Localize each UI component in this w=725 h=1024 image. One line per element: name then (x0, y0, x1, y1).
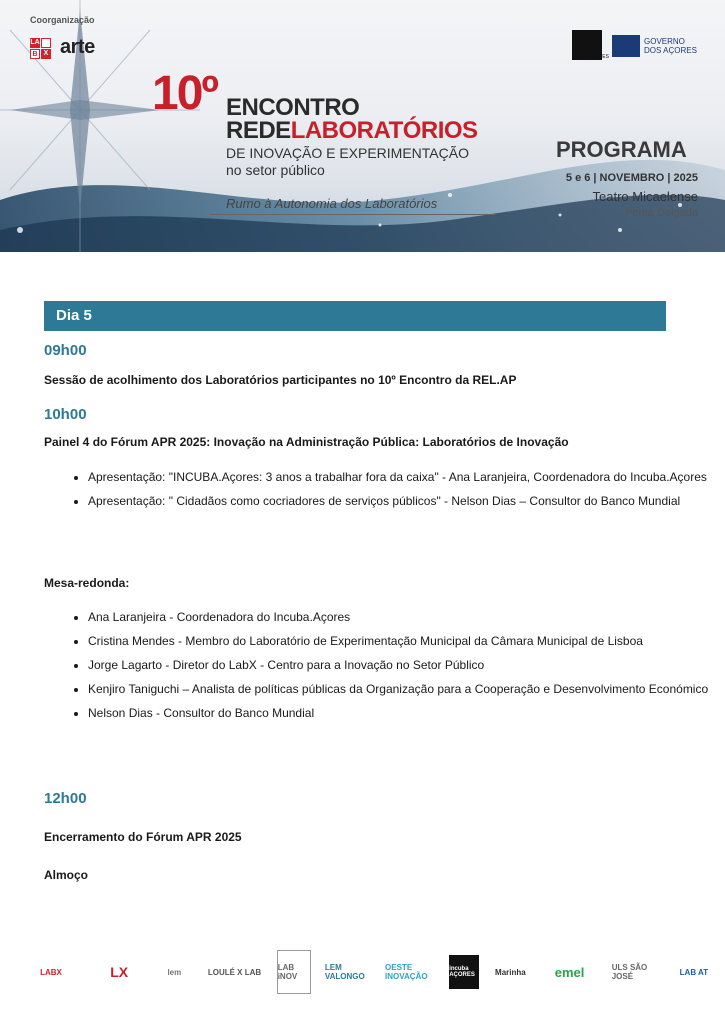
session-encerramento: Encerramento do Fórum APR 2025 (44, 830, 242, 844)
title-setor-publico: no setor público (226, 162, 325, 178)
event-dates: 5 e 6 | NOVEMBRO | 2025 (565, 172, 698, 184)
list-item: • Cristina Mendes - Membro do Laboratório de Experimentação Municipal da Câmara Municipal de Lisboa (88, 629, 725, 653)
session-painel-4: Painel 4 do Fórum APR 2025: Inovação na Administração Pública: Laboratórios de Inovação (44, 435, 569, 449)
list-item: • Jorge Lagarto - Diretor do LabX - Centro para a Inovação no Setor Público (88, 653, 725, 677)
list-item: • Apresentação: "INCUBA.Açores: 3 anos a trabalhar fora da caixa" - Ana Laranjeira, Coordenadora do Incuba.Açores (88, 465, 725, 489)
governo-acores-text (644, 37, 697, 55)
mesa-redonda-list (44, 605, 725, 725)
labx-logo (30, 38, 51, 59)
lem-valongo-logo: LEM VALONGO (324, 963, 365, 981)
title-rede: REDE (226, 117, 291, 144)
time-1000: 10h00 (44, 406, 87, 423)
coorganizacao-label: Coorganização (30, 15, 95, 25)
incuba-acores-label: incuba AÇORES (572, 54, 609, 60)
footer-logos (20, 948, 710, 996)
labx-letter-la: LA (30, 39, 40, 46)
uls-sao-jose-logo: ULS SÃO JOSÉ (611, 963, 648, 981)
emel-logo: emel (554, 964, 585, 980)
header-banner (0, 0, 725, 252)
governo-line-2: DOS AÇORES (644, 46, 697, 55)
time-1200: 12h00 (44, 790, 87, 807)
event-venue: Teatro Micaelense (592, 189, 698, 204)
list-item: • Nelson Dias - Consultor do Banco Mundial (88, 701, 725, 725)
list-item: • Kenjiro Taniguchi – Analista de políticas públicas da Organização para a Cooperação e Desenvolvimento Económico (88, 677, 725, 701)
list-item: • Apresentação: " Cidadãos como cocriadores de serviços públicos" - Nelson Dias – Consultor do Banco Mundial (88, 489, 725, 513)
program-content (44, 301, 684, 341)
tagline: Rumo à Autonomia dos Laboratórios (226, 196, 438, 211)
labx-letter-b: B (30, 49, 40, 59)
time-0900: 09h00 (44, 342, 87, 359)
labx-letter-x: X (41, 49, 51, 59)
list-item: • Ana Laranjeira - Coordenadora do Incuba.Açores (88, 605, 725, 629)
governo-acores-logo (612, 35, 640, 57)
labinov-logo: LAB iNOV (277, 950, 311, 994)
lem-logo: lem (167, 967, 182, 977)
painel-presentations-list (44, 465, 725, 513)
arte-logo: arte (60, 36, 95, 58)
session-almoco: Almoço (44, 868, 89, 882)
tagline-underline (210, 214, 495, 215)
day-bar: Dia 5 (44, 301, 666, 331)
labx-footer-logo: LABX (40, 967, 62, 977)
lx-logo: LX (110, 964, 129, 980)
lab-at-logo: LAB AT (679, 967, 709, 977)
title-rede-laboratorios (226, 117, 478, 145)
title-encontro: ENCONTRO (226, 94, 360, 121)
oeste-inovacao-logo: OESTE INOVAÇÃO (385, 963, 428, 981)
programa-heading: PROGRAMA (556, 137, 687, 162)
title-laboratorios: LABORATÓRIOS (290, 117, 478, 144)
edition-number: 10º (152, 67, 217, 120)
loule-xlab-logo: LOULÉ X LAB (207, 967, 262, 977)
mesa-redonda-label: Mesa-redonda: (44, 576, 130, 590)
title-inovacao: DE INOVAÇÃO E EXPERIMENTAÇÃO (226, 145, 469, 161)
incuba-acores-footer-logo: incuba AÇORES (449, 955, 479, 989)
session-acolhimento: Sessão de acolhimento dos Laboratórios participantes no 10º Encontro da REL.AP (44, 373, 517, 387)
event-city: Ponta Delgada (625, 207, 698, 219)
marinha-logo: Marinha (495, 967, 526, 977)
governo-line-1: GOVERNO (644, 37, 685, 46)
labx-letter-blank (41, 38, 51, 48)
